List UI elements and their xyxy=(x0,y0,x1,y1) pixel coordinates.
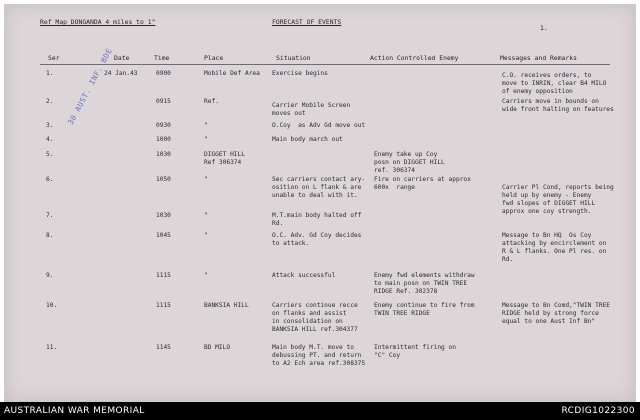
cell-action: Fire on carriers at approx 600x range xyxy=(374,176,471,191)
cell-time: 1000 xyxy=(156,136,171,143)
cell-ser: 7. xyxy=(46,212,54,219)
cell-time: 0930 xyxy=(156,122,171,129)
cell-messages: Message to Bn Comd,"TWIN TREE RIDGE held by strong force equal to one Aust Inf Bn" xyxy=(502,302,611,325)
catalogue-id: RCDIG1022300 xyxy=(561,406,635,416)
col-header-situation: Situation xyxy=(276,54,311,62)
cell-ser: 8. xyxy=(46,232,54,239)
cell-ser: 10. xyxy=(46,302,58,309)
cell-place: " xyxy=(204,272,208,279)
cell-ser: 1. xyxy=(46,70,54,77)
cell-time: 1145 xyxy=(156,344,171,351)
institution-label: AUSTRALIAN WAR MEMORIAL xyxy=(4,406,145,416)
ref-map-label: Ref Map DONGANDA 4 miles to 1" xyxy=(40,18,156,26)
cell-time: 1050 xyxy=(156,176,171,183)
cell-time: 1045 xyxy=(156,232,171,239)
cell-situation: Attack successful xyxy=(272,272,336,279)
cell-messages: Carrier Pl Cond, reports being held up by enemy - Enemy fwd slopes of DIGGET HILL approx one coy strength. xyxy=(502,184,614,215)
col-header-time: Time xyxy=(154,54,170,62)
cell-ser: 5. xyxy=(46,151,54,158)
cell-time: 1115 xyxy=(156,302,171,309)
col-header-ser: Ser xyxy=(48,54,60,62)
cell-place: " xyxy=(204,136,208,143)
cell-ser: 9. xyxy=(46,272,54,279)
cell-time: 1030 xyxy=(156,151,171,158)
cell-action: Enemy take up Coy posn on DIGGET HILL ref. 306374 xyxy=(374,151,445,174)
cell-situation: Main body march out xyxy=(272,136,343,143)
cell-ser: 2. xyxy=(46,98,54,105)
document-sheet xyxy=(4,4,636,402)
cell-time: 1115 xyxy=(156,272,171,279)
cell-messages: Carriers move in bounds on wide front halting on features xyxy=(502,98,614,113)
cell-situation: Main body M.T. move to debussing PT. and return to A2 Ech area ref.308375 xyxy=(272,344,366,367)
cell-action: Intermittent firing on "C" Coy xyxy=(374,344,456,359)
cell-place: " xyxy=(204,176,208,183)
document-title: FORECAST OF EVENTS xyxy=(272,18,342,26)
unit-stamp: 30 AUST. INF. BDE xyxy=(66,46,114,127)
cell-situation: O.C. Adv. Gd Coy decides to attack. xyxy=(272,232,362,247)
cell-ser: 11. xyxy=(46,344,58,351)
cell-ser: 3. xyxy=(46,122,54,129)
archive-footer xyxy=(0,402,640,420)
cell-place: " xyxy=(204,122,208,129)
cell-date: 24 Jan.43 xyxy=(104,70,138,77)
cell-place: Mobile Def Area xyxy=(204,70,260,77)
col-header-action: Action Controlled Enemy xyxy=(370,54,459,62)
cell-place: DIGGET HILL Ref 306374 xyxy=(204,151,245,166)
cell-situation: O.Coy as Adv Gd move out xyxy=(272,122,366,129)
page-number: 1. xyxy=(540,24,548,32)
cell-action: Enemy fwd elements withdraw to main posn on TWIN TREE RIDGE Ref. 302378 xyxy=(374,272,475,295)
cell-situation: Sec carriers contact ary- osition on L flank & are unable to deal with it. xyxy=(272,176,366,199)
cell-situation: Carrier Mobile Screen moves out xyxy=(272,102,351,117)
col-header-place: Place xyxy=(204,54,224,62)
cell-place: Ref. xyxy=(204,98,219,105)
cell-ser: 4. xyxy=(46,136,54,143)
cell-place: BD MILO xyxy=(204,344,231,351)
cell-place: " xyxy=(204,212,208,219)
col-header-messages: Messages and Remarks xyxy=(500,54,577,62)
header-rule xyxy=(40,64,610,65)
cell-time: 0900 xyxy=(156,70,171,77)
cell-ser: 6. xyxy=(46,176,54,183)
cell-situation: Exercise begins xyxy=(272,70,328,77)
cell-situation: M.T.main body halted off Rd. xyxy=(272,212,362,227)
cell-place: BANKSIA HILL xyxy=(204,302,249,309)
cell-messages: Message to Bn HQ Os Coy attacking by encirclement on R & L flanks. One Pl res. on Rd. xyxy=(502,232,607,263)
col-header-date: Date xyxy=(114,54,130,62)
cell-action: Enemy continue to fire from TWIN TREE RIDGE xyxy=(374,302,475,317)
cell-situation: Carriers continue recce on flanks and assist in consolidation on BANKSIA HILL ref.304377 xyxy=(272,302,358,333)
cell-place: " xyxy=(204,232,208,239)
cell-time: 0915 xyxy=(156,98,171,105)
cell-messages: C.O. receives orders, to move to INRIN, clear B4 MILO of enemy opposition xyxy=(502,72,607,95)
cell-time: 1030 xyxy=(156,212,171,219)
